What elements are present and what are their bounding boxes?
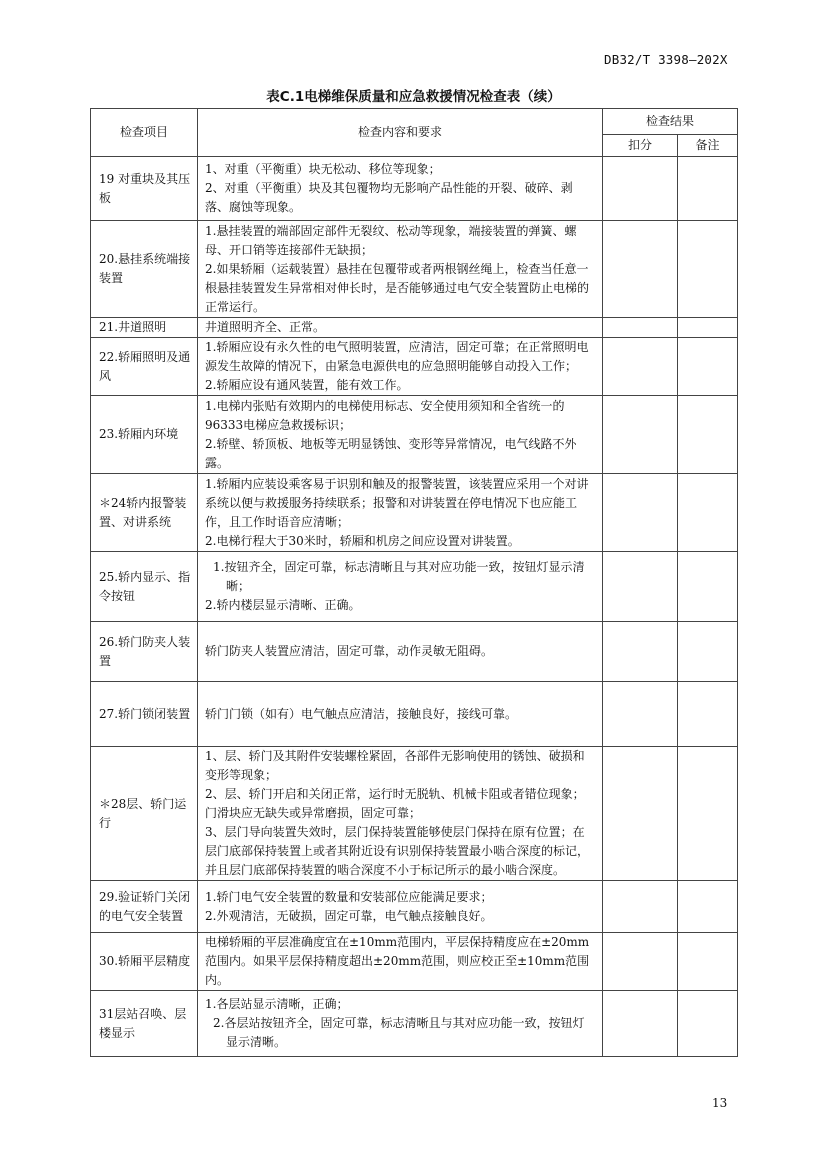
deduct-cell[interactable] [603, 396, 678, 474]
requirement-line: 3、层门导向装置失效时，层门保持装置能够使层门保持在原有位置；在层门底部保持装置上或者其附近设有识别保持装置最小啮合深度的标记，并且层门底部保持装置的啮合深度不小于标记所示的最小啮合深度。 [205, 825, 590, 877]
table-row [91, 318, 738, 338]
check-content-cell [198, 338, 603, 396]
deduct-cell[interactable] [603, 157, 678, 221]
remark-cell[interactable] [678, 157, 738, 221]
deduct-cell[interactable] [603, 552, 678, 622]
requirement-line: 2.外观清洁，无破损，固定可靠，电气触点接触良好。 [205, 908, 493, 923]
remark-cell[interactable] [678, 933, 738, 991]
remark-cell[interactable] [678, 338, 738, 396]
check-item-cell: 22.轿厢照明及通风 [91, 338, 198, 396]
remark-cell[interactable] [678, 318, 738, 338]
requirement-line: 2.如果轿厢（运载装置）悬挂在包覆带或者两根钢丝绳上，检查当任意一根悬挂装置发生异常相对伸长时，是否能够通过电气安全装置防止电梯的正常运行。 [205, 261, 590, 314]
deduct-cell[interactable] [603, 338, 678, 396]
requirement-line: 轿门门锁（如有）电气触点应清洁，接触良好，接线可靠。 [205, 706, 518, 721]
check-content-cell [198, 157, 603, 221]
header-remark: 备注 [678, 135, 738, 157]
remark-cell[interactable] [678, 881, 738, 933]
requirement-line: 2、层、轿门开启和关闭正常，运行时无脱轨、机械卡阻或者错位现象；门滑块应无缺失或异常磨损，固定可靠； [205, 787, 585, 820]
check-item-cell: 19 对重块及其压板 [91, 157, 198, 221]
requirement-line: 2.轿厢应设有通风装置，能有效工作。 [205, 378, 409, 392]
header-row-top [91, 109, 738, 135]
requirement-line: 2、对重（平衡重）块及其包覆物均无影响产品性能的开裂、破碎、剥落、腐蚀等现象。 [205, 181, 573, 214]
table-row [91, 221, 738, 318]
check-item-cell: 27.轿门锁闭装置 [91, 682, 198, 747]
inspection-table [90, 108, 738, 1057]
remark-cell[interactable] [678, 747, 738, 881]
requirement-line: 1.悬挂装置的端部固定部件无裂纹、松动等现象，端接装置的弹簧、螺母、开口销等连接部件无缺损； [205, 223, 577, 257]
deduct-cell[interactable] [603, 318, 678, 338]
check-item-cell: 30.轿厢平层精度 [91, 933, 198, 991]
check-item-cell: 23.轿厢内环境 [91, 396, 198, 474]
check-content-cell [198, 221, 603, 318]
requirement-line: 2.电梯行程大于30米时，轿厢和机房之间应设置对讲装置。 [205, 533, 520, 548]
remark-cell[interactable] [678, 396, 738, 474]
remark-cell[interactable] [678, 221, 738, 318]
table-body [91, 157, 738, 1057]
table-row [91, 396, 738, 474]
requirement-line: 电梯轿厢的平层准确度宜在±10mm范围内，平层保持精度应在±20mm范围内。如果平层保持精度超出±20mm范围，则应校正至±10mm范围内。 [205, 935, 590, 987]
deduct-cell[interactable] [603, 622, 678, 682]
table-row [91, 338, 738, 396]
header-item: 检查项目 [91, 109, 198, 157]
check-content-cell [198, 991, 603, 1057]
deduct-cell[interactable] [603, 747, 678, 881]
table-row [91, 622, 738, 682]
remark-cell[interactable] [678, 474, 738, 552]
check-content-cell [198, 682, 603, 747]
requirement-line: 1.电梯内张贴有效期内的电梯使用标志、安全使用须知和全省统一的96333电梯应急救援标识； [205, 398, 565, 432]
table-row [91, 991, 738, 1057]
check-content-cell [198, 552, 603, 622]
requirement-line: 1、对重（平衡重）块无松动、移位等现象； [205, 162, 441, 176]
deduct-cell[interactable] [603, 881, 678, 933]
check-item-cell: 25.轿内显示、指令按钮 [91, 552, 198, 622]
standard-number: DB32/T 3398—202X [604, 52, 728, 67]
requirement-line: 2.轿壁、轿顶板、地板等无明显锈蚀、变形等异常情况，电气线路不外露。 [205, 436, 577, 470]
requirement-line: 1.按钮齐全，固定可靠，标志清晰且与其对应功能一致，按钮灯显示清晰； [213, 560, 585, 593]
requirement-line: 1.各层站显示清晰，正确； [205, 997, 349, 1011]
deduct-cell[interactable] [603, 991, 678, 1057]
check-content-cell [198, 396, 603, 474]
check-item-cell: 26.轿门防夹人装置 [91, 622, 198, 682]
requirement-line: 1、层、轿门及其附件安装螺栓紧固，各部件无影响使用的锈蚀、破损和变形等现象； [205, 749, 585, 782]
requirement-line: 1.轿门电气安全装置的数量和安装部位应能满足要求； [205, 889, 493, 904]
deduct-cell[interactable] [603, 221, 678, 318]
remark-cell[interactable] [678, 682, 738, 747]
remark-cell[interactable] [678, 552, 738, 622]
remark-cell[interactable] [678, 622, 738, 682]
requirement-line: 2.各层站按钮齐全，固定可靠，标志清晰且与其对应功能一致，按钮灯显示清晰。 [213, 1016, 585, 1049]
table-row [91, 881, 738, 933]
check-content-cell [198, 622, 603, 682]
check-content-cell [198, 318, 603, 338]
check-content-cell [198, 881, 603, 933]
table-row [91, 682, 738, 747]
check-content-cell [198, 474, 603, 552]
deduct-cell[interactable] [603, 682, 678, 747]
requirement-line: 1.轿厢内应装设乘客易于识别和触及的报警装置，该装置应采用一个对讲系统以便与救援服务持续联系；报警和对讲装置在停电情况下也应能工作，且工作时语音应清晰； [205, 476, 589, 529]
requirement-line: 轿门防夹人装置应清洁，固定可靠，动作灵敏无阻碍。 [205, 644, 494, 658]
table-row [91, 933, 738, 991]
requirement-line: 2.轿内楼层显示清晰、正确。 [205, 598, 361, 612]
deduct-cell[interactable] [603, 474, 678, 552]
check-item-cell: 29.验证轿门关闭的电气安全装置 [91, 881, 198, 933]
check-item-cell: 20.悬挂系统端接装置 [91, 221, 198, 318]
check-content-cell [198, 747, 603, 881]
table-row [91, 474, 738, 552]
page-number: 13 [712, 1096, 728, 1110]
header-result: 检查结果 [603, 109, 738, 135]
check-content-cell [198, 933, 603, 991]
deduct-cell[interactable] [603, 933, 678, 991]
requirement-line: 1.轿厢应设有永久性的电气照明装置，应清洁，固定可靠；在正常照明电源发生故障的情况下，由紧急电源供电的应急照明能够自动投入工作； [205, 340, 589, 373]
header-content: 检查内容和要求 [198, 109, 603, 157]
check-item-cell: 31层站召唤、层楼显示 [91, 991, 198, 1057]
header-deduct: 扣分 [603, 135, 678, 157]
table-title: 表C.1电梯维保质量和应急救援情况检查表（续） [266, 89, 561, 105]
check-item-cell: 21.井道照明 [91, 318, 198, 338]
table-row [91, 552, 738, 622]
check-item-cell: ＊24轿内报警装置、对讲系统 [91, 474, 198, 552]
table-row [91, 747, 738, 881]
table-row [91, 157, 738, 221]
remark-cell[interactable] [678, 991, 738, 1057]
requirement-line: 井道照明齐全、正常。 [205, 320, 326, 334]
check-item-cell: ＊28层、轿门运行 [91, 747, 198, 881]
